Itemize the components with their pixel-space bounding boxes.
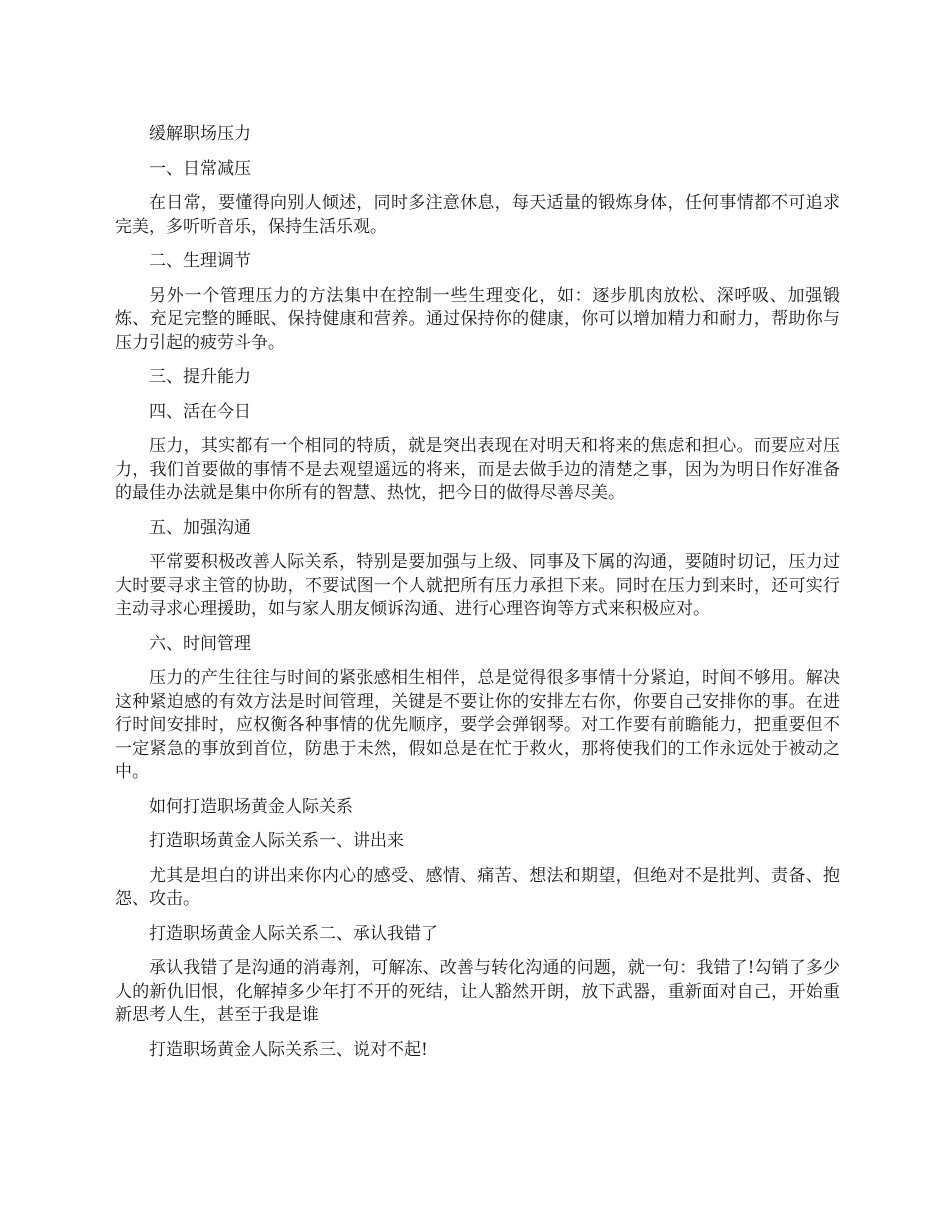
section-heading: 二、生理调节 <box>149 251 251 271</box>
body-paragraph: 压力的产生往往与时间的紧张感相生相伴，总是觉得很多事情十分紧迫，时间不够用。解决这种紧迫感的有效方法是时间管理，关键是不要让你的安排左右你，你要自己安排你的事。在进行时间安排时，应权衡各种事情的优先顺序，要学会弹钢琴。对工作要有前瞻能力，把重要但不一定紧急的事放到首位，防患于未然，假如总是在忙于救火，那将使我们的工作永远处于被动之中。 <box>115 668 840 782</box>
body-paragraph: 承认我错了是沟通的消毒剂，可解冻、改善与转化沟通的问题，就一句：我错了!勾销了多少人的新仇旧恨，化解掉多少年打不开的死结，让人豁然开朗，放下武器，重新面对自己，开始重新思考人生，甚至于我是谁 <box>115 958 840 1025</box>
section-heading: 打造职场黄金人际关系一、讲出来 <box>149 831 404 851</box>
section-heading: 六、时间管理 <box>149 633 251 654</box>
section-heading: 五、加强沟通 <box>149 517 251 538</box>
body-paragraph: 压力，其实都有一个相同的特质，就是突出表现在对明天和将来的焦虑和担心。而要应对压力，我们首要做的事情不是去观望遥远的将来，而是去做手边的清楚之事，因为为明日作好准备的最佳办法就是集中你所有的智慧、热忱，把今日的做得尽善尽美。 <box>115 436 840 503</box>
body-paragraph: 尤其是坦白的讲出来你内心的感受、感情、痛苦、想法和期望，但绝对不是批判、责备、抱怨、攻击。 <box>115 865 840 909</box>
section-heading: 四、活在今日 <box>149 401 251 422</box>
section-heading: 三、提升能力 <box>149 367 251 387</box>
section-heading: 打造职场黄金人际关系二、承认我错了 <box>149 923 438 944</box>
section-heading: 打造职场黄金人际关系三、说对不起! <box>149 1039 428 1060</box>
section-heading: 一、日常减压 <box>149 158 251 179</box>
section-title: 如何打造职场黄金人际关系 <box>149 796 353 817</box>
body-paragraph: 另外一个管理压力的方法集中在控制一些生理变化，如：逐步肌肉放松、深呼吸、加强锻炼、充足完整的睡眠、保持健康和营养。通过保持你的健康，你可以增加精力和耐力，帮助你与压力引起的疲劳斗争。 <box>115 285 840 353</box>
body-paragraph: 在日常，要懂得向别人倾述，同时多注意休息，每天适量的锻炼身体，任何事情都不可追求完美，多听听音乐，保持生活乐观。 <box>115 193 840 237</box>
body-paragraph: 平常要积极改善人际关系，特别是要加强与上级、同事及下属的沟通，要随时切记，压力过大时要寻求主管的协助，不要试图一个人就把所有压力承担下来。同时在压力到来时，还可实行主动寻求心理援助，如与家人朋友倾诉沟通、进行心理咨询等方式来积极应对。 <box>115 552 840 619</box>
document-title: 缓解职场压力 <box>149 124 251 144</box>
document-body <box>115 123 840 1073</box>
